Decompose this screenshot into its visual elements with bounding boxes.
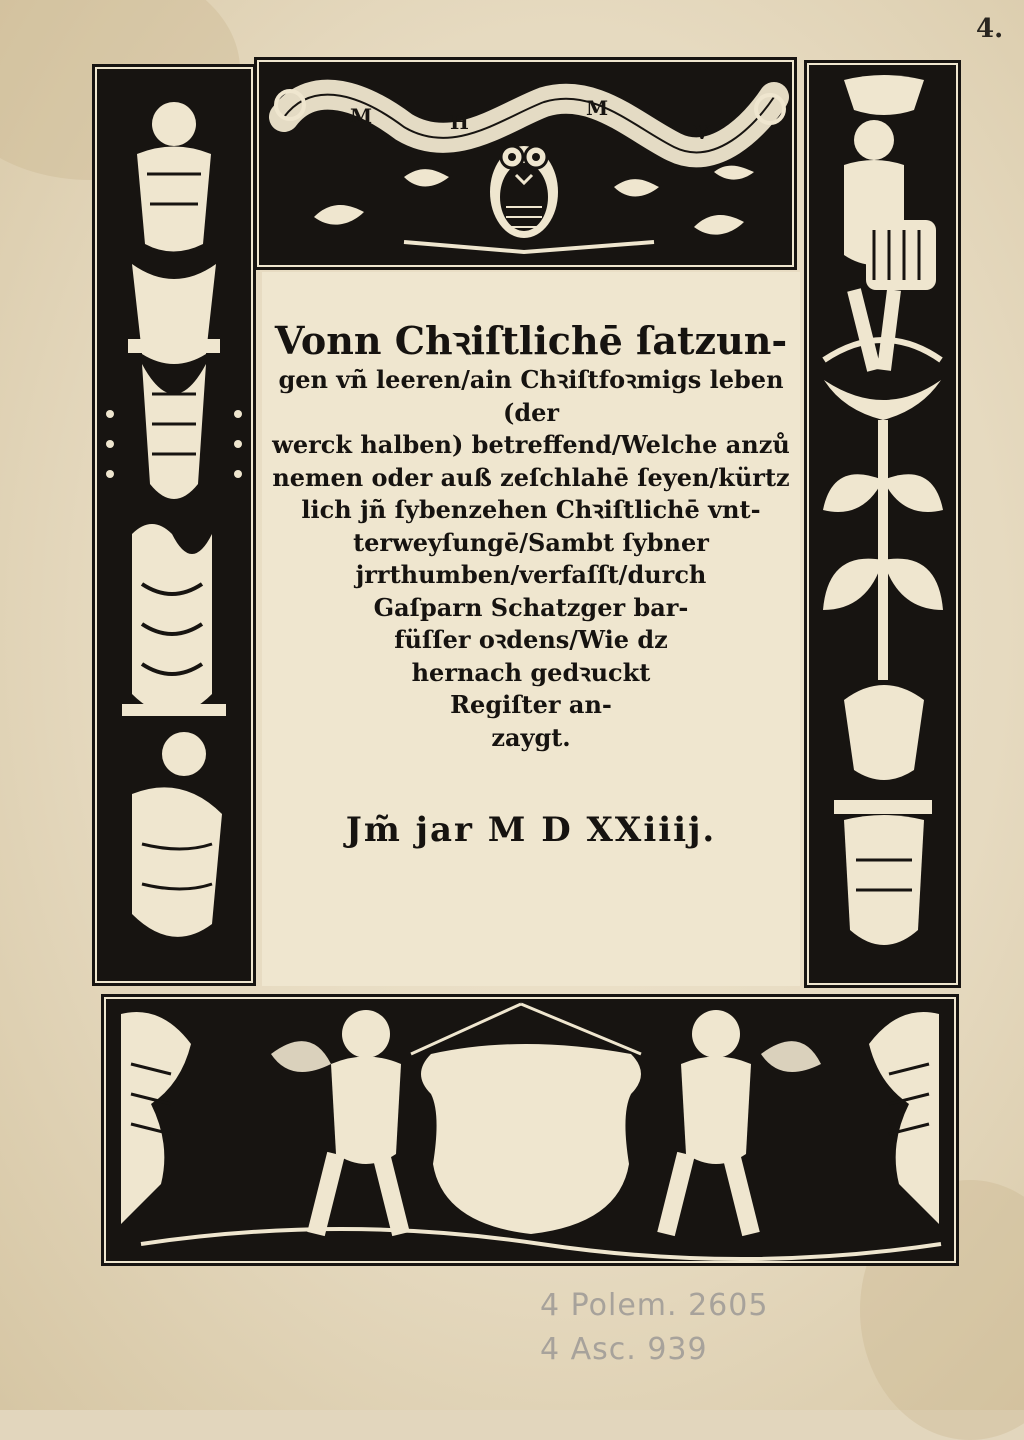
title-line: Vonn Chꝛiſtlichē ſatzun- xyxy=(274,318,788,363)
blank-shield xyxy=(421,1044,641,1234)
top-woodcut-border xyxy=(254,57,797,270)
title-line: hernach gedꝛuckt xyxy=(411,657,651,687)
banner-letter: H xyxy=(450,110,469,134)
banner-letter: M xyxy=(586,96,609,120)
banner-letter: M xyxy=(350,104,373,128)
shelfmark-note: 4 Polem. 2605 xyxy=(540,1288,769,1323)
title-line: Gaſparn Schatzger bar- xyxy=(373,592,689,622)
title-line: füſſer oꝛdens/Wie dz xyxy=(394,625,668,654)
owl-banner-woodcut xyxy=(254,57,797,270)
title-line: werck halben) betreffend/Welche anzů xyxy=(272,430,790,459)
title-line: zaygt. xyxy=(491,722,571,752)
banner-letter: V xyxy=(694,120,710,144)
title-line: gen vñ leeren/ain Chꝛiſtfoꝛmigs leben (der xyxy=(278,365,784,427)
folio-number: 4. xyxy=(976,14,1004,44)
shelfmark-note: 4 Asc. 939 xyxy=(540,1332,708,1367)
title-line: jrrthumben/verfaſſt/durch xyxy=(355,560,707,589)
title-line: Regiſter an- xyxy=(450,690,612,719)
imprint-date: Jm̃ jar M D XXiiij. xyxy=(345,810,717,850)
title-line: nemen oder auß zeſchlahē ſeyen/kürtz xyxy=(272,462,790,492)
title-line: terweyſungē/Sambt ſybner xyxy=(353,527,709,557)
figures-column-woodcut xyxy=(92,64,256,986)
left-woodcut-border xyxy=(92,64,256,986)
bottom-woodcut-border xyxy=(101,994,959,1266)
title-line: lich jñ ſybenzehen Chꝛiſtlichē vnt- xyxy=(301,495,761,524)
right-woodcut-border xyxy=(804,60,961,988)
title-block xyxy=(262,318,800,754)
putti-shield-woodcut xyxy=(101,994,959,1266)
drummer-column-woodcut xyxy=(804,60,961,988)
